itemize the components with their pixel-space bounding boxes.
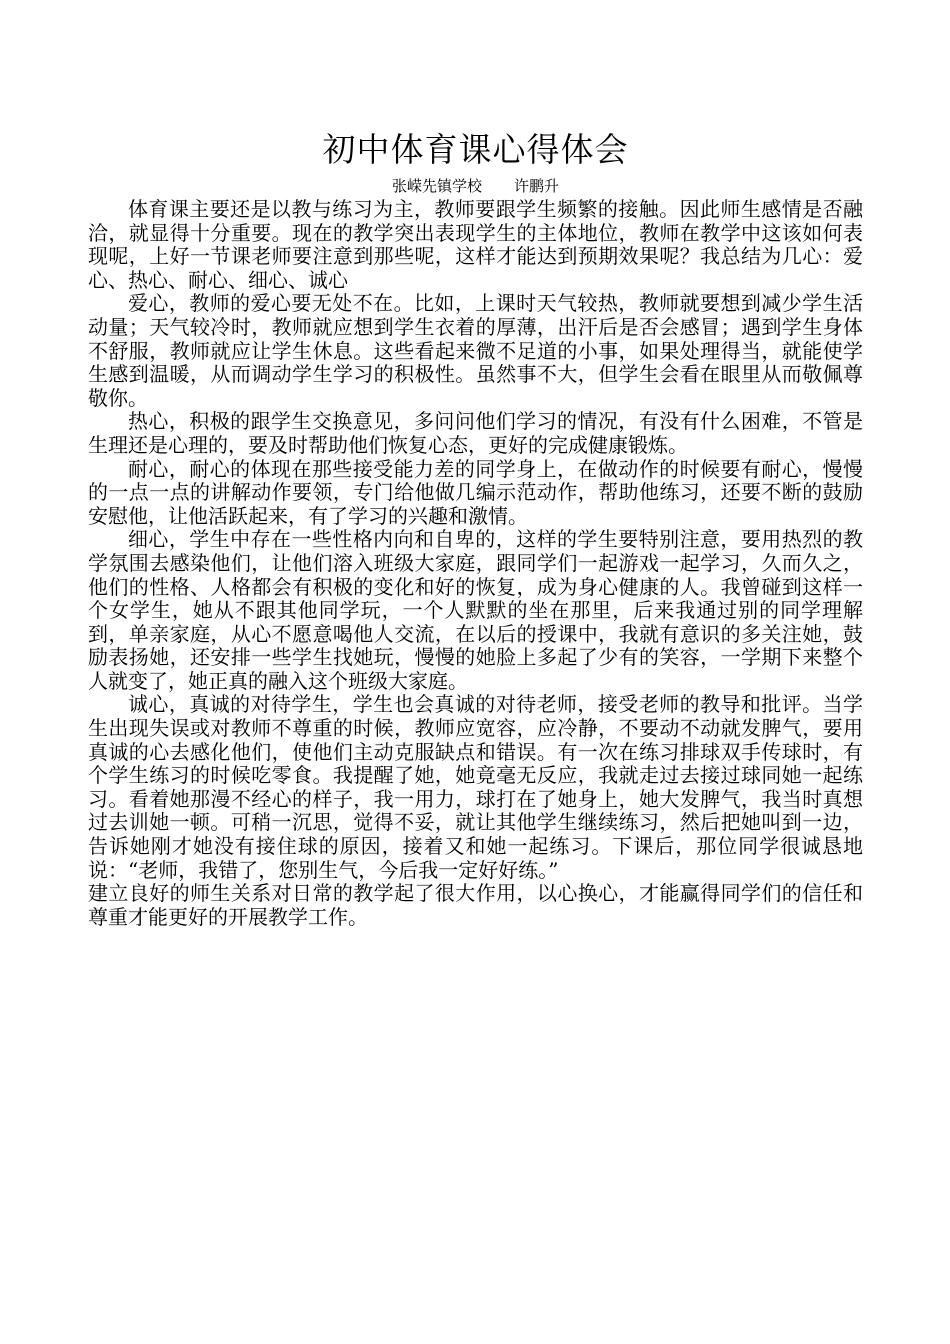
paragraph-patience: 耐心，耐心的体现在那些接受能力差的同学身上，在做动作的时候要有耐心，慢慢的一点一点的讲解动作要领，专门给他做几编示范动作，帮助他练习，还要不断的鼓励安慰他，让他活跃起来，有了学习的兴趣和激情。 xyxy=(88,456,863,528)
paragraph-care: 细心，学生中存在一些性格内向和自卑的，这样的学生要特别注意，要用热烈的教学氛围去感染他们，让他们溶入班级大家庭，跟同学们一起游戏一起学习，久而久之，他们的性格、人格都会有积极的变化和好的恢复，成为身心健康的人。我曾碰到这样一个女学生，她从不跟其他同学玩，一个人默默的坐在那里，后来我通过别的同学理解到，单亲家庭，从心不愿意喝他人交流，在以后的授课中，我就有意识的多关注她，鼓励表扬她，还安排一些学生找她玩，慢慢的她脸上多起了少有的笑容，一学期下来整个人就变了，她正真的融入这个班级大家庭。 xyxy=(88,527,863,693)
school-name: 张嵘先镇学校 xyxy=(391,177,482,195)
document-title: 初中体育课心得体会 xyxy=(322,130,629,169)
document-body xyxy=(88,198,863,929)
paragraph-intro: 体育课主要还是以教与练习为主，教师要跟学生频繁的接触。因此师生感情是否融洽，就显得十分重要。现在的教学突出表现学生的主体地位，教师在教学中这该如何表现呢，上好一节课老师要注意到那些呢，这样才能达到预期效果呢？我总结为几心：爱心、热心、耐心、细心、诚心 xyxy=(88,197,863,292)
paragraph-warmth: 热心，积极的跟学生交换意见，多问问他们学习的情况，有没有什么困难，不管是生理还是心理的，要及时帮助他们恢复心态，更好的完成健康锻炼。 xyxy=(88,409,863,457)
byline xyxy=(88,176,863,196)
paragraph-sincerity: 诚心，真诚的对待学生，学生也会真诚的对待老师，接受老师的教导和批评。当学生出现失误或对教师不尊重的时候，教师应宽容，应冷静，不要动不动就发脾气，要用真诚的心去感化他们，使他们主动克服缺点和错误。有一次在练习排球双手传球时，有个学生练习的时候吃零食。我提醒了她，她竟毫无反应，我就走过去接过球同她一起练习。看着她那漫不经心的样子，我一用力，球打在了她身上，她大发脾气，我当时真想过去训她一顿。可稍一沉思，觉得不妥，就让其他学生继续练习，然后把她叫到一边，告诉她刚才她没有接住球的原因，接着又和她一起练习。下课后，那位同学很诚恳地说：“老师，我错了，您别生气，今后我一定好好练。” xyxy=(88,692,863,882)
paragraph-conclusion: 建立良好的师生关系对日常的教学起了很大作用，以心换心，才能赢得同学们的信任和尊重才能更好的开展教学工作。 xyxy=(88,881,863,929)
document-page xyxy=(88,128,863,929)
paragraph-love: 爱心，教师的爱心要无处不在。比如，上课时天气较热，教师就要想到减少学生活动量；天气较冷时，教师就应想到学生衣着的厚薄，出汗后是否会感冒；遇到学生身体不舒服，教师就应让学生休息。这些看起来微不足道的小事，如果处理得当，就能使学生感到温暖，从而调动学生学习的积极性。虽然事不大，但学生会看在眼里从而敬佩尊敬你。 xyxy=(88,291,863,410)
author-name: 许鹏升 xyxy=(514,177,560,195)
